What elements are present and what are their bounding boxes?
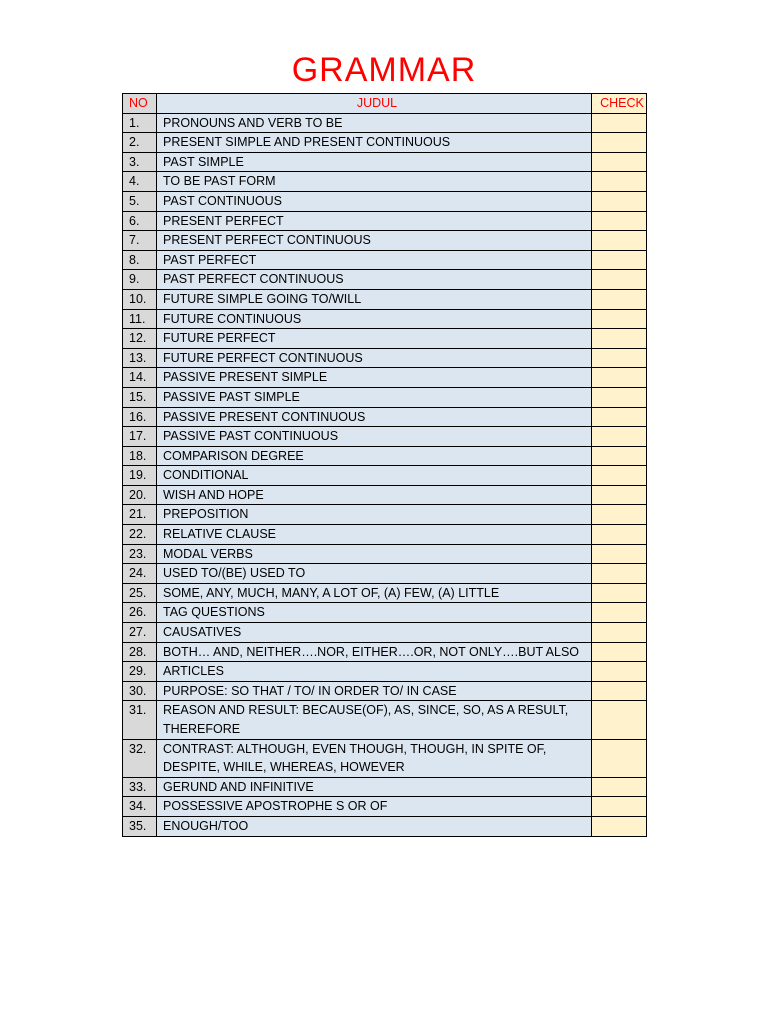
row-topic: PASSIVE PAST CONTINUOUS [157,427,592,447]
row-check-cell[interactable] [592,152,647,172]
table-row [123,446,647,466]
row-number: 24. [123,564,157,584]
row-topic: POSSESSIVE APOSTROPHE S OR OF [157,797,592,817]
row-number: 1. [123,113,157,133]
table-row [123,544,647,564]
row-number: 6. [123,211,157,231]
table-row [123,583,647,603]
row-number: 3. [123,152,157,172]
row-topic: TAG QUESTIONS [157,603,592,623]
row-check-cell[interactable] [592,368,647,388]
row-check-cell[interactable] [592,466,647,486]
row-check-cell[interactable] [592,172,647,192]
row-topic: PASSIVE PAST SIMPLE [157,387,592,407]
table-row [123,777,647,797]
row-topic: GERUND AND INFINITIVE [157,777,592,797]
table-row [123,701,647,739]
row-number: 9. [123,270,157,290]
row-check-cell[interactable] [592,270,647,290]
row-check-cell[interactable] [592,797,647,817]
row-topic: CONDITIONAL [157,466,592,486]
row-check-cell[interactable] [592,623,647,643]
row-number: 12. [123,329,157,349]
row-number: 27. [123,623,157,643]
row-topic: PAST SIMPLE [157,152,592,172]
row-check-cell[interactable] [592,387,647,407]
row-topic: PRONOUNS AND VERB TO BE [157,113,592,133]
row-check-cell[interactable] [592,662,647,682]
row-topic: FUTURE PERFECT CONTINUOUS [157,348,592,368]
row-check-cell[interactable] [592,583,647,603]
row-check-cell[interactable] [592,505,647,525]
row-check-cell[interactable] [592,427,647,447]
table-row [123,289,647,309]
row-topic: PURPOSE: SO THAT / TO/ IN ORDER TO/ IN CASE [157,681,592,701]
row-topic: PAST CONTINUOUS [157,191,592,211]
row-number: 15. [123,387,157,407]
row-check-cell[interactable] [592,348,647,368]
row-check-cell[interactable] [592,777,647,797]
row-number: 10. [123,289,157,309]
row-check-cell[interactable] [592,603,647,623]
grammar-topics-table [122,93,647,837]
row-check-cell[interactable] [592,544,647,564]
row-check-cell[interactable] [592,250,647,270]
row-number: 5. [123,191,157,211]
row-check-cell[interactable] [592,231,647,251]
row-check-cell[interactable] [592,113,647,133]
row-check-cell[interactable] [592,739,647,777]
table-row [123,407,647,427]
row-number: 29. [123,662,157,682]
row-number: 14. [123,368,157,388]
row-topic: RELATIVE CLAUSE [157,525,592,545]
table-row [123,603,647,623]
row-topic: FUTURE SIMPLE GOING TO/WILL [157,289,592,309]
table-row [123,564,647,584]
row-topic: MODAL VERBS [157,544,592,564]
row-number: 16. [123,407,157,427]
row-check-cell[interactable] [592,309,647,329]
row-topic: CONTRAST: ALTHOUGH, EVEN THOUGH, THOUGH, IN SPITE OF, DESPITE, WHILE, WHEREAS, HOWEVER [157,739,592,777]
table-row [123,329,647,349]
row-number: 17. [123,427,157,447]
table-row [123,172,647,192]
row-check-cell[interactable] [592,191,647,211]
row-number: 18. [123,446,157,466]
table-row [123,309,647,329]
row-topic: USED TO/(BE) USED TO [157,564,592,584]
table-row [123,505,647,525]
row-topic: PRESENT PERFECT CONTINUOUS [157,231,592,251]
row-check-cell[interactable] [592,681,647,701]
table-row [123,485,647,505]
row-check-cell[interactable] [592,525,647,545]
row-topic: BOTH… AND, NEITHER….NOR, EITHER….OR, NOT ONLY….BUT ALSO [157,642,592,662]
row-check-cell[interactable] [592,211,647,231]
table-row [123,348,647,368]
table-row [123,191,647,211]
table-row [123,623,647,643]
row-topic: PASSIVE PRESENT CONTINUOUS [157,407,592,427]
row-check-cell[interactable] [592,701,647,739]
row-number: 23. [123,544,157,564]
row-topic: WISH AND HOPE [157,485,592,505]
table-row [123,133,647,153]
row-topic: PRESENT PERFECT [157,211,592,231]
row-number: 34. [123,797,157,817]
row-check-cell[interactable] [592,289,647,309]
row-number: 2. [123,133,157,153]
row-number: 13. [123,348,157,368]
table-row [123,681,647,701]
page-title: GRAMMAR [291,51,477,89]
table-body [123,113,647,836]
row-topic: ARTICLES [157,662,592,682]
row-topic: PASSIVE PRESENT SIMPLE [157,368,592,388]
table-row [123,466,647,486]
row-number: 30. [123,681,157,701]
table-row [123,427,647,447]
row-check-cell[interactable] [592,446,647,466]
row-number: 11. [123,309,157,329]
row-topic: CAUSATIVES [157,623,592,643]
column-header-no: NO [123,94,157,114]
row-number: 4. [123,172,157,192]
table-row [123,642,647,662]
table-row [123,662,647,682]
row-topic: SOME, ANY, MUCH, MANY, A LOT OF, (A) FEW, (A) LITTLE [157,583,592,603]
table-header-row [123,94,647,114]
row-topic: REASON AND RESULT: BECAUSE(OF), AS, SINCE, SO, AS A RESULT, THEREFORE [157,701,592,739]
row-check-cell[interactable] [592,485,647,505]
row-check-cell[interactable] [592,407,647,427]
table-row [123,525,647,545]
row-topic: COMPARISON DEGREE [157,446,592,466]
row-number: 26. [123,603,157,623]
table-row [123,816,647,836]
row-number: 25. [123,583,157,603]
row-number: 31. [123,701,157,739]
row-number: 35. [123,816,157,836]
row-number: 28. [123,642,157,662]
row-topic: ENOUGH/TOO [157,816,592,836]
table-row [123,231,647,251]
row-topic: FUTURE CONTINUOUS [157,309,592,329]
table-row [123,152,647,172]
row-check-cell[interactable] [592,642,647,662]
row-topic: TO BE PAST FORM [157,172,592,192]
row-number: 22. [123,525,157,545]
row-topic: PAST PERFECT CONTINUOUS [157,270,592,290]
row-topic: PRESENT SIMPLE AND PRESENT CONTINUOUS [157,133,592,153]
row-number: 8. [123,250,157,270]
row-number: 19. [123,466,157,486]
table-row [123,797,647,817]
column-header-check: CHECK [592,94,647,114]
table-row [123,368,647,388]
column-header-topic: JUDUL [157,94,592,114]
table-row [123,211,647,231]
row-check-cell[interactable] [592,564,647,584]
table-row [123,270,647,290]
table-row [123,387,647,407]
table-row [123,250,647,270]
row-check-cell[interactable] [592,133,647,153]
row-check-cell[interactable] [592,329,647,349]
row-number: 33. [123,777,157,797]
row-topic: PREPOSITION [157,505,592,525]
row-number: 20. [123,485,157,505]
row-number: 21. [123,505,157,525]
row-topic: PAST PERFECT [157,250,592,270]
table-row [123,113,647,133]
row-number: 7. [123,231,157,251]
row-number: 32. [123,739,157,777]
row-check-cell[interactable] [592,816,647,836]
row-topic: FUTURE PERFECT [157,329,592,349]
table-row [123,739,647,777]
